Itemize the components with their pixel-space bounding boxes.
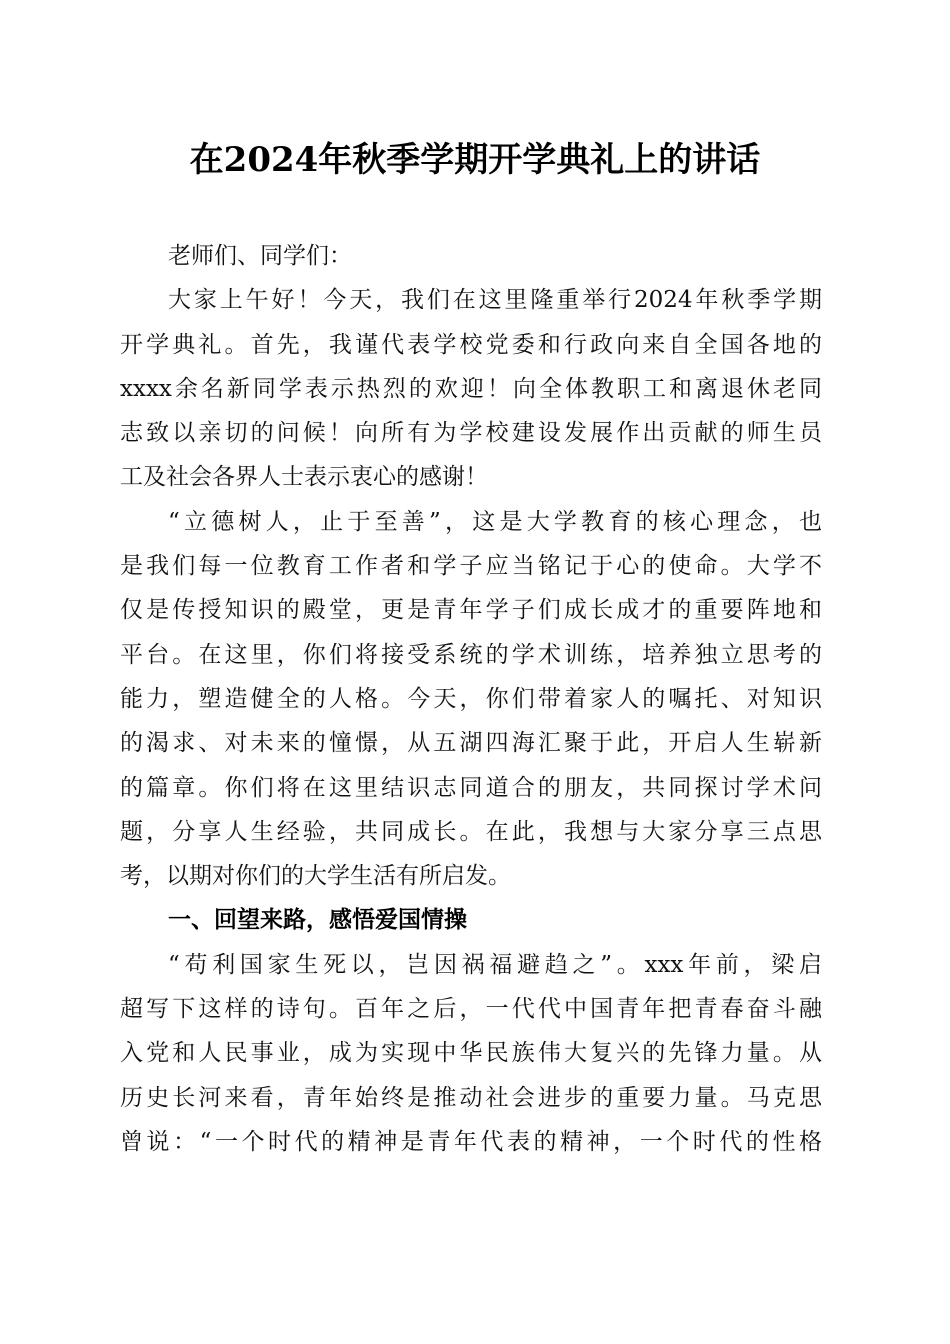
paragraph-line: 入党和人民事业，成为实现中华民族伟大复兴的先锋力量。从 <box>120 1040 822 1067</box>
paragraph-line: “立德树人，止于至善”，这是大学教育的核心理念，也 <box>168 508 822 535</box>
paragraph-line: 的篇章。你们将在这里结识志同道合的朋友，共同探讨学术问 <box>120 774 822 801</box>
paragraph-line: 志致以亲切的问候！向所有为学校建设发展作出贡献的师生员 <box>120 420 822 447</box>
paragraph-line: “苟利国家生死以，岂因祸福避趋之”。xxx年前，梁启 <box>168 951 822 978</box>
paragraph-line: 平台。在这里，你们将接受系统的学术训练，培养独立思考的 <box>120 641 822 668</box>
section-heading: 一、回望来路，感悟爱国情操 <box>168 907 467 934</box>
paragraph-line: 历史长河来看，青年始终是推动社会进步的重要力量。马克思 <box>120 1084 822 1111</box>
paragraph-line: 是我们每一位教育工作者和学子应当铭记于心的使命。大学不 <box>120 553 822 580</box>
paragraph-line: 题，分享人生经验，共同成长。在此，我想与大家分享三点思 <box>120 818 822 845</box>
paragraph-line: 考，以期对你们的大学生活有所启发。 <box>120 863 511 890</box>
document-body <box>120 234 822 1164</box>
paragraph-line: 曾说：“一个时代的精神是青年代表的精神，一个时代的性格 <box>120 1128 822 1155</box>
paragraph-line: 能力，塑造健全的人格。今天，你们带着家人的嘱托、对知识 <box>120 685 822 712</box>
document-title: 在2024年秋季学期开学典礼上的讲话 <box>189 140 761 180</box>
paragraph-line: 大家上午好！今天，我们在这里隆重举行2024年秋季学期 <box>168 287 822 314</box>
salutation-line: 老师们、同学们： <box>168 243 352 269</box>
paragraph-line: 仅是传授知识的殿堂，更是青年学子们成长成才的重要阵地和 <box>120 597 822 624</box>
paragraph-line: xxxx余名新同学表示热烈的欢迎！向全体教职工和离退休老同 <box>120 375 822 402</box>
paragraph-line: 工及社会各界人士表示衷心的感谢！ <box>120 464 488 491</box>
paragraph-line: 的渴求、对未来的憧憬，从五湖四海汇聚于此，开启人生崭新 <box>120 730 822 757</box>
paragraph-line: 开学典礼。首先，我谨代表学校党委和行政向来自全国各地的 <box>120 331 822 358</box>
paragraph-line: 超写下这样的诗句。百年之后，一代代中国青年把青春奋斗融 <box>120 996 822 1023</box>
